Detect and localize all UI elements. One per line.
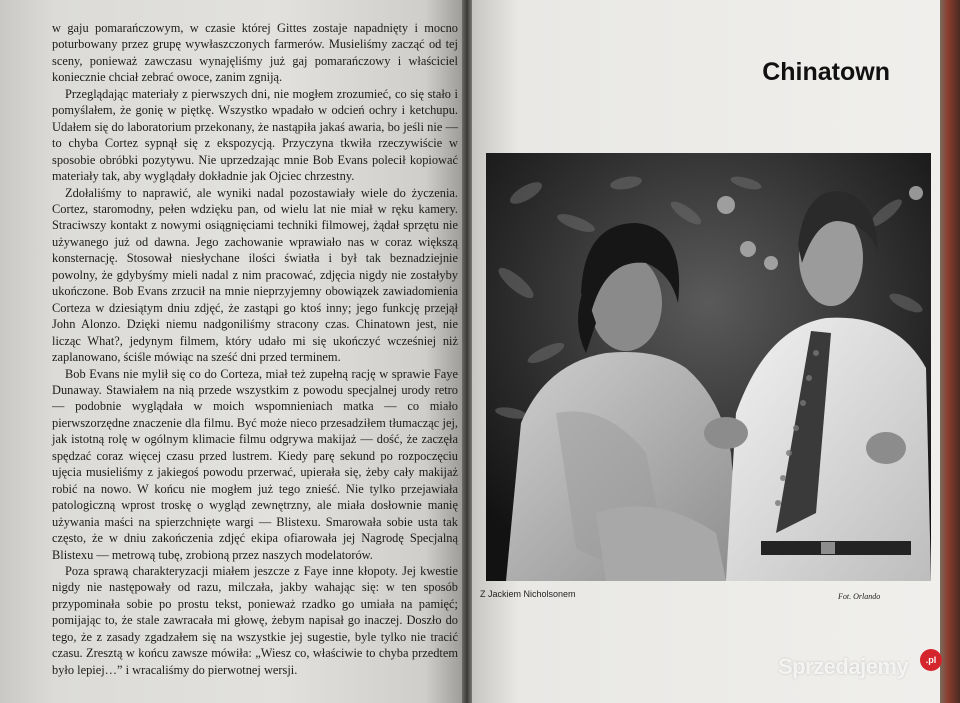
chapter-title: Chinatown bbox=[762, 58, 890, 86]
watermark-logo: Sprzedajemy bbox=[778, 654, 909, 679]
photo-caption: Z Jackiem Nicholsonem bbox=[480, 589, 576, 599]
paragraph-2: Przeglądając materiały z pierwszych dni, nie mogłem zrozumieć, co się stało i pomyślałem, że gonię w piętkę. Wszystko wpadało w odcień ochry i ketchupu. Udałem się do laboratorium przekonany, że nastąpiła jakaś awaria, bo jeśli nie — to chyba Cortez sypnął się z ekspozycją. Przyczyna tkwiła rzeczywiście w sposobie obróbki pozytywu. Nie uprzedzając mnie Bob Evans polecił kopiować materiały tak, aby wyglądały dokładnie jak Ojciec chrzestny. bbox=[52, 86, 458, 184]
photograph bbox=[486, 153, 931, 581]
body-text bbox=[52, 20, 458, 678]
left-page bbox=[0, 0, 462, 703]
watermark-badge: .pl bbox=[920, 649, 942, 671]
photo-illustration bbox=[486, 153, 931, 581]
book-gutter bbox=[462, 0, 472, 703]
page-edge bbox=[940, 0, 960, 703]
paragraph-4: Bob Evans nie mylił się co do Corteza, miał też zupełną rację w sprawie Faye Dunaway. Stawiałem na nią przede wszystkim z powodu specjalnej urody retro — podobnie wyglądała w moich wspomnieniach matka — co miało pierwszorzędne znaczenie dla filmu. Być może nieco przesadziłem tłumacząc jej, jak istotną rolę w ogólnym klimacie filmu odgrywa makijaż — dość, że zaczęła spędzać coraz więcej czasu przed lustrem. Kiedy parę sekund po rozpoczęciu ujęcia musieliśmy z jakiegoś powodu przerwać, upierała się, żeby cały makijaż robić na nowo. W końcu nie mogłem już tego znieść. Nie tylko przejawiała patologiczną wprost troskę o wygląd zewnętrzny, ale miała dosłownie manię używania maści na spierzchnięte wargi — Blistexu. Smarowała sobie usta tak często, że w dniu zakończenia zdjęć ekipa ofiarowała jej Nagrodę Specjalną Blistexu — metrową tubę, zrobioną przez naszych modelatorów. bbox=[52, 366, 458, 562]
paragraph-1: w gaju pomarańczowym, w czasie której Gittes zostaje napadnięty i mocno poturbowany przez grupę wywłaszczonych farmerów. Musieliśmy zacząć od tej sceny, ponieważ zawczasu wynajęliśmy już gaj pomarańczowy i właściciel koniecznie chciał zebrać owoce, zanim zgniją. bbox=[52, 21, 458, 85]
photo-credit: Fot. Orlando bbox=[838, 592, 881, 601]
paragraph-3: Zdołaliśmy to naprawić, ale wyniki nadal pozostawiały wiele do życzenia. Cortez, staromodny, pełen wdzięku pan, od wielu lat nie miał w ręku kamery. Straciwszy kontakt z nowymi osiągnięciami techniki filmowej, żądał sprzętu nie używanego już od dawna. Jego zachowanie wprawiało nas w coraz większą konsternację. Stosował niesłychane ilości światła i był tak beznadziejnie powolny, że gdybyśmy mieli nadal z nim pracować, zdjęcia nigdy nie zostałyby ukończone. Bob Evans zrzucił na mnie nieprzyjemny obowiązek zawiadomienia Corteza w dziesiątym dniu zdjęć, że zastąpi go ktoś inny; jego funkcję przejął John Alonzo. Dzięki niemu nadgoniliśmy stracony czas. Chinatown jest, nie licząc What?, jedynym filmem, który udało mi się ukończyć wcześniej niż zaplanowano, ściśle mówiąc na sześć dni przed terminem. bbox=[52, 185, 458, 365]
paragraph-5: Poza sprawą charakteryzacji miałem jeszcze z Faye inne kłopoty. Jej kwestie nigdy nie następowały od razu, milczała, jakby wahając się: w ten sposób przypominała sobie po prostu tekst, ponieważ rzadko go umiała na pamięć; pomijając to, że stale zawracała mi głowę, żebym napisał go inaczej. Doszło do tego, że z zasady zgadzałem się na wszystkie jej sugestie, byle tylko nie tracić czasu. Zresztą w końcu zawsze mówiła: „Wiesz co, właściwie to chyba przedtem było lepiej…” i wracaliśmy do pierwotnej wersji. bbox=[52, 563, 458, 677]
